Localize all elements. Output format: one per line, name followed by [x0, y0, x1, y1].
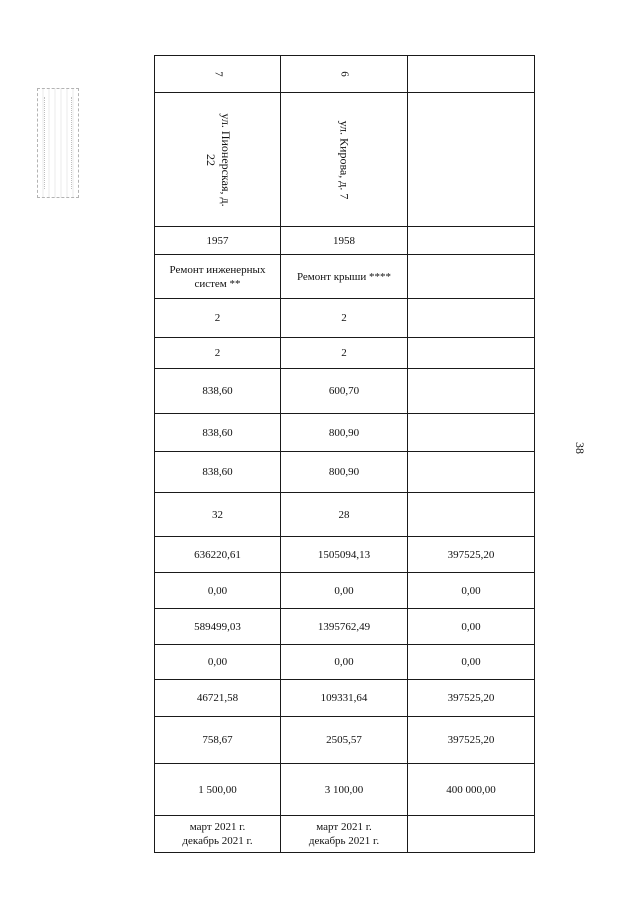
- row-area-residential: [155, 452, 535, 493]
- cell-column-number: 7: [155, 56, 281, 93]
- cell-term: [281, 816, 408, 853]
- cell-cost-owners: 46721,58: [155, 680, 281, 717]
- row-years: [155, 227, 535, 255]
- cell-floors: 2: [281, 299, 408, 338]
- cell-residents: [408, 493, 535, 537]
- row-cost-total: [155, 537, 535, 573]
- cell-area-residential: 838,60: [155, 452, 281, 493]
- cell-cost-budget-local: 0,00: [155, 645, 281, 680]
- row-area-total: [155, 369, 535, 414]
- term-end: декабрь 2021 г.: [182, 835, 253, 847]
- cell-address: ул. Пионерская, д. 22: [155, 93, 281, 227]
- cell-unit-cost: 397525,20: [408, 717, 535, 764]
- cell-cost-fund: 0,00: [281, 573, 408, 609]
- cell-cost-total: 1505094,13: [281, 537, 408, 573]
- cell-entrances: [408, 338, 535, 369]
- cell-work-type: Ремонт инженерных систем **: [155, 255, 281, 299]
- cell-entrances: 2: [155, 338, 281, 369]
- cell-area-premises: [408, 414, 535, 452]
- cell-cost-budget-region: 0,00: [408, 609, 535, 645]
- cell-area-premises: 838,60: [155, 414, 281, 452]
- cell-cost-owners: 397525,20: [408, 680, 535, 717]
- row-area-premises: [155, 414, 535, 452]
- cell-residents: 32: [155, 493, 281, 537]
- page-number: 38: [573, 442, 587, 454]
- cell-year: [408, 227, 535, 255]
- stamp-lines: [44, 97, 72, 189]
- cell-cost-total: 397525,20: [408, 537, 535, 573]
- cell-unit-cost: 758,67: [155, 717, 281, 764]
- cell-column-number: 6: [281, 56, 408, 93]
- row-cost-owners: [155, 680, 535, 717]
- cell-max-unit-cost: 3 100,00: [281, 764, 408, 816]
- data-table: [154, 55, 535, 853]
- term-start: март 2021 г.: [316, 821, 372, 833]
- cell-cost-budget-region: 589499,03: [155, 609, 281, 645]
- row-column-numbers: [155, 56, 535, 93]
- term-end: декабрь 2021 г.: [308, 835, 380, 847]
- cell-cost-total: 636220,61: [155, 537, 281, 573]
- cell-term: [155, 816, 281, 853]
- cell-column-number: [408, 56, 535, 93]
- cell-area-total: [408, 369, 535, 414]
- cell-year: 1957: [155, 227, 281, 255]
- cell-entrances: 2: [281, 338, 408, 369]
- cell-residents: 28: [281, 493, 408, 537]
- cell-cost-budget-region: 1395762,49: [281, 609, 408, 645]
- cell-year: 1958: [281, 227, 408, 255]
- cell-area-residential: [408, 452, 535, 493]
- cell-address: ул. Кирова, д. 7: [281, 93, 408, 227]
- row-term: [155, 816, 535, 853]
- stamp-mark: [37, 88, 79, 198]
- row-entrances: [155, 338, 535, 369]
- row-work-types: [155, 255, 535, 299]
- row-addresses: [155, 93, 535, 227]
- row-max-unit-cost: [155, 764, 535, 816]
- cell-work-type: [408, 255, 535, 299]
- cell-max-unit-cost: 400 000,00: [408, 764, 535, 816]
- cell-area-premises: 800,90: [281, 414, 408, 452]
- term-start: март 2021 г.: [189, 821, 246, 833]
- cell-term: [408, 816, 535, 853]
- row-cost-budget-local: [155, 645, 535, 680]
- row-cost-budget-region: [155, 609, 535, 645]
- row-floors: [155, 299, 535, 338]
- cell-cost-fund: 0,00: [408, 573, 535, 609]
- cell-address: [408, 93, 535, 227]
- row-unit-cost: [155, 717, 535, 764]
- cell-floors: [408, 299, 535, 338]
- cell-work-type: Ремонт крыши ****: [281, 255, 408, 299]
- row-residents: [155, 493, 535, 537]
- cell-max-unit-cost: 1 500,00: [155, 764, 281, 816]
- cell-area-residential: 800,90: [281, 452, 408, 493]
- cell-area-total: 600,70: [281, 369, 408, 414]
- cell-cost-budget-local: 0,00: [408, 645, 535, 680]
- cell-cost-budget-local: 0,00: [281, 645, 408, 680]
- cell-unit-cost: 2505,57: [281, 717, 408, 764]
- cell-cost-fund: 0,00: [155, 573, 281, 609]
- cell-floors: 2: [155, 299, 281, 338]
- cell-area-total: 838,60: [155, 369, 281, 414]
- row-cost-fund: [155, 573, 535, 609]
- cell-cost-owners: 109331,64: [281, 680, 408, 717]
